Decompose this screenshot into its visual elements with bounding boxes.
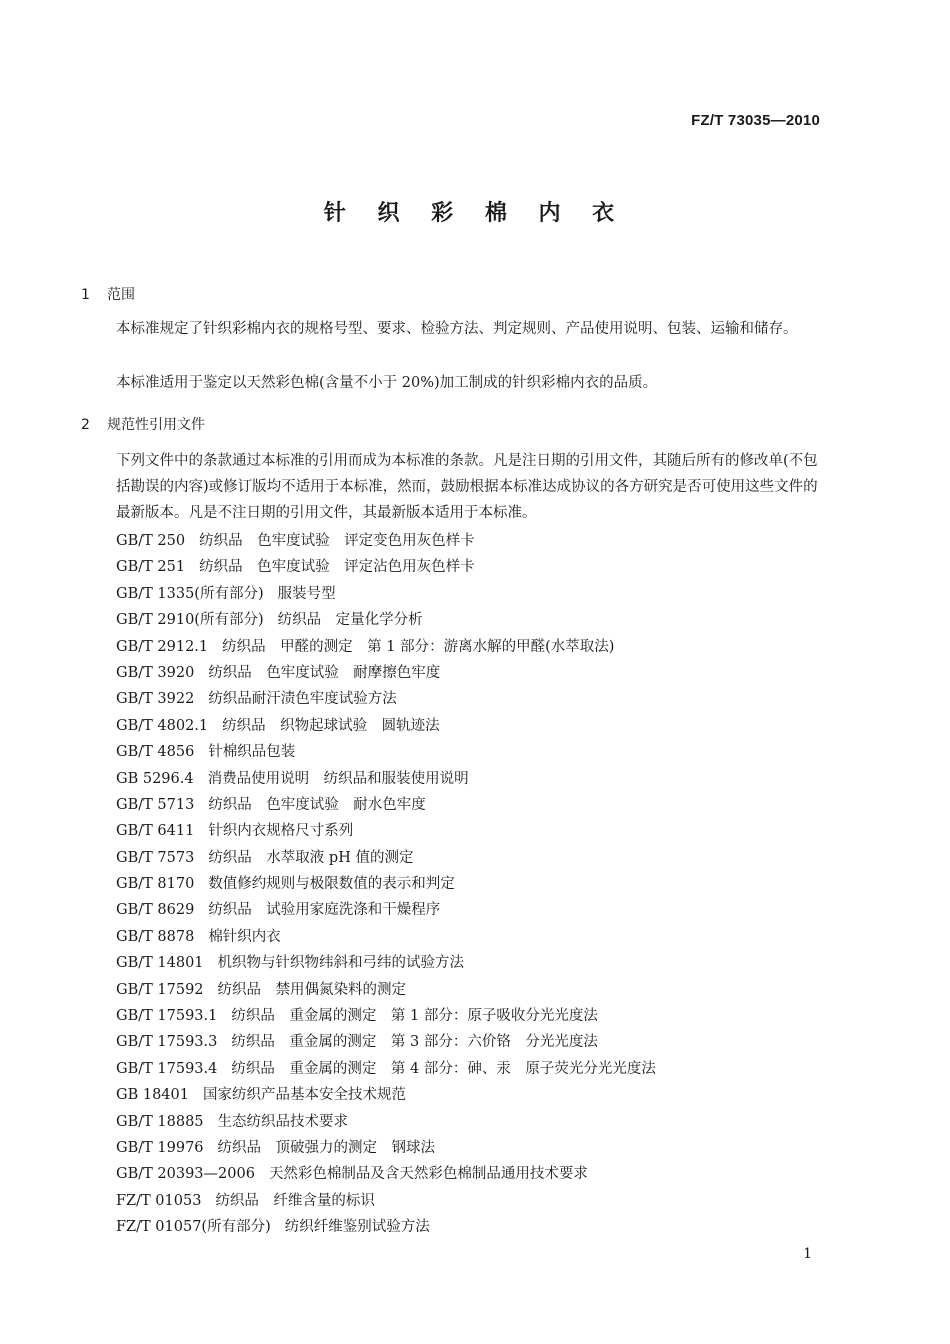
reference-code: GB/T 5713 xyxy=(116,796,195,813)
section-1-text-2: 本标准适用于鉴定以天然彩色棉(含量不小于 20%)加工制成的针织彩棉内衣的品质。 xyxy=(116,375,658,391)
reference-code: GB/T 20393—2006 xyxy=(116,1166,255,1183)
reference-item xyxy=(116,1188,656,1214)
reference-code: GB/T 18885 xyxy=(116,1113,204,1130)
reference-code: GB/T 6411 xyxy=(116,823,195,840)
section-1-heading xyxy=(81,284,135,304)
section-1-number: 1 xyxy=(81,287,90,303)
reference-item xyxy=(116,713,656,739)
reference-item xyxy=(116,528,656,554)
reference-code: GB/T 8170 xyxy=(116,876,195,893)
reference-code: GB/T 2912.1 xyxy=(116,638,209,655)
reference-code: GB/T 3922 xyxy=(116,691,195,708)
section-2-intro xyxy=(81,448,821,526)
reference-title: 纺织品 试验用家庭洗涤和干燥程序 xyxy=(208,902,441,919)
reference-item xyxy=(116,818,656,844)
reference-item xyxy=(116,1135,656,1161)
reference-item xyxy=(116,581,656,607)
reference-title: 纺织品 织物起球试验 圆轨迹法 xyxy=(222,717,440,734)
reference-title: 纺织品耐汗渍色牢度试验方法 xyxy=(208,691,397,708)
reference-item xyxy=(116,1214,656,1240)
reference-item xyxy=(116,792,656,818)
reference-title: 针织内衣规格尺寸系列 xyxy=(208,823,354,840)
reference-code: GB/T 14801 xyxy=(116,955,204,972)
reference-code: GB/T 7573 xyxy=(116,849,195,866)
reference-title: 纺织品 定量化学分析 xyxy=(277,612,423,629)
reference-code: GB/T 1335(所有部分) xyxy=(116,585,264,602)
reference-item xyxy=(116,977,656,1003)
reference-code: GB/T 17593.3 xyxy=(116,1034,218,1051)
reference-code: GB/T 8878 xyxy=(116,928,195,945)
reference-code: GB/T 19976 xyxy=(116,1139,204,1156)
reference-title: 纺织品 色牢度试验 评定沾色用灰色样卡 xyxy=(199,559,475,576)
reference-title: 纺织品 禁用偶氮染料的测定 xyxy=(217,981,407,998)
reference-title: 纺织品 色牢度试验 耐摩擦色牢度 xyxy=(208,664,441,681)
reference-title: 纺织品 重金属的测定 第 4 部分：砷、汞 原子荧光分光光度法 xyxy=(231,1060,656,1077)
reference-item xyxy=(116,871,656,897)
reference-code: GB/T 251 xyxy=(116,559,186,576)
section-1-text-1: 本标准规定了针织彩棉内衣的规格号型、要求、检验方法、判定规则、产品使用说明、包装、运输和储存。 xyxy=(116,321,798,337)
reference-title: 针棉织品包装 xyxy=(208,744,296,761)
reference-title: 纺织品 重金属的测定 第 3 部分：六价铬 分光光度法 xyxy=(231,1034,598,1051)
normative-references-list xyxy=(116,528,656,1241)
reference-code: GB 18401 xyxy=(116,1087,189,1104)
section-1-paragraph-1 xyxy=(81,316,821,342)
reference-title: 消费品使用说明 纺织品和服装使用说明 xyxy=(207,770,469,787)
reference-item xyxy=(116,950,656,976)
reference-title: 纺织品 色牢度试验 评定变色用灰色样卡 xyxy=(199,533,475,549)
reference-code: GB/T 2910(所有部分) xyxy=(116,612,264,629)
reference-title: 服装号型 xyxy=(277,585,336,602)
reference-code: GB/T 4856 xyxy=(116,744,195,761)
document-title: 针 织 彩 棉 内 衣 xyxy=(323,201,627,226)
reference-item xyxy=(116,1029,656,1055)
reference-title: 棉针织内衣 xyxy=(208,928,281,945)
reference-item xyxy=(116,1109,656,1135)
standard-code: FZ/T 73035—2010 xyxy=(691,112,820,129)
reference-item xyxy=(116,607,656,633)
section-2-number: 2 xyxy=(81,417,90,433)
reference-item xyxy=(116,924,656,950)
reference-item xyxy=(116,845,656,871)
reference-code: FZ/T 01057(所有部分) xyxy=(116,1219,271,1236)
reference-item xyxy=(116,739,656,765)
reference-title: 纺织品 纤维含量的标识 xyxy=(215,1192,375,1209)
section-1-paragraph-2 xyxy=(81,370,821,396)
reference-item xyxy=(116,660,656,686)
reference-code: FZ/T 01053 xyxy=(116,1192,202,1209)
reference-item xyxy=(116,634,656,660)
section-2-intro-text: 下列文件中的条款通过本标准的引用而成为本标准的条款。凡是注日期的引用文件，其随后所有的修改单(不包括勘误的内容)或修订版均不适用于本标准，然而，鼓励根据本标准达成协议的各方研究是否可使用这些文件的最新版本。凡是不注日期的引用文件，其最新版本适用于本标准。 xyxy=(116,453,818,521)
reference-title: 纺织品 顶破强力的测定 钢球法 xyxy=(217,1139,436,1156)
reference-title: 国家纺织产品基本安全技术规范 xyxy=(202,1087,406,1104)
reference-item xyxy=(116,897,656,923)
reference-code: GB/T 3920 xyxy=(116,664,195,681)
reference-item xyxy=(116,1082,656,1108)
page-number: 1 xyxy=(803,1246,812,1262)
reference-code: GB/T 250 xyxy=(116,533,186,549)
reference-title: 机织物与针织物纬斜和弓纬的试验方法 xyxy=(217,955,465,972)
reference-code: GB/T 17592 xyxy=(116,981,204,998)
reference-code: GB/T 17593.4 xyxy=(116,1060,218,1077)
reference-code: GB 5296.4 xyxy=(116,770,194,787)
reference-title: 纺织品 甲醛的测定 第 1 部分：游离水解的甲醛(水萃取法) xyxy=(222,638,615,655)
reference-title: 数值修约规则与极限数值的表示和判定 xyxy=(208,876,455,893)
reference-item xyxy=(116,1161,656,1187)
reference-title: 生态纺织品技术要求 xyxy=(217,1113,349,1130)
reference-code: GB/T 8629 xyxy=(116,902,195,919)
section-2-heading xyxy=(81,414,205,434)
reference-title: 纺织品 重金属的测定 第 1 部分：原子吸收分光光度法 xyxy=(231,1008,598,1025)
reference-item xyxy=(116,686,656,712)
reference-code: GB/T 4802.1 xyxy=(116,717,209,734)
reference-item xyxy=(116,1003,656,1029)
reference-item xyxy=(116,1056,656,1082)
reference-title: 纺织品 色牢度试验 耐水色牢度 xyxy=(208,796,426,813)
section-1-title: 范围 xyxy=(107,287,135,303)
reference-code: GB/T 17593.1 xyxy=(116,1008,218,1025)
reference-item xyxy=(116,554,656,580)
reference-title: 纺织纤维鉴别试验方法 xyxy=(284,1219,430,1236)
reference-title: 纺织品 水萃取液 pH 值的测定 xyxy=(208,849,414,866)
reference-title: 天然彩色棉制品及含天然彩色棉制品通用技术要求 xyxy=(268,1166,588,1183)
reference-item xyxy=(116,766,656,792)
section-2-title: 规范性引用文件 xyxy=(107,417,205,433)
